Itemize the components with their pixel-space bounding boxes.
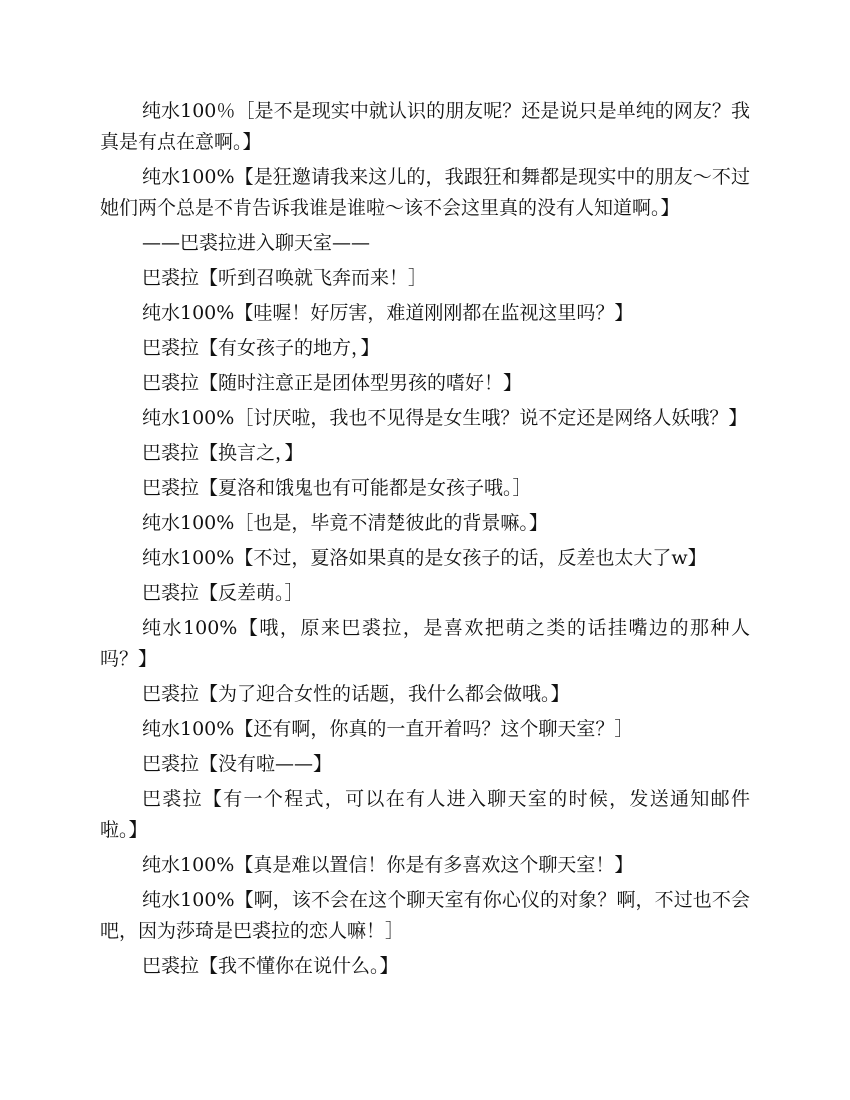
document-page	[100, 96, 750, 986]
paragraph: 巴裘拉【有女孩子的地方，】	[142, 337, 380, 359]
paragraph: 纯水100%【哇喔！好厉害，难道刚刚都在监视这里吗？】	[142, 302, 634, 324]
paragraph: 纯水100%【是狂邀请我来这儿的，我跟狂和舞都是现实中的朋友～不过她们两个总是不肯告诉我谁是谁啦～该不会这里真的没有人知道啊。】	[100, 166, 750, 219]
paragraph: 纯水100%【哦，原来巴裘拉，是喜欢把萌之类的话挂嘴边的那种人吗？】	[100, 617, 750, 670]
paragraph: 巴裘拉【换言之，】	[142, 442, 304, 464]
paragraph: 巴裘拉【听到召唤就飞奔而来！］	[142, 267, 428, 289]
paragraph: 纯水100%［也是，毕竟不清楚彼此的背景嘛。】	[142, 512, 548, 534]
paragraph: 纯水100%【不过，夏洛如果真的是女孩子的话，反差也太大了w】	[142, 547, 707, 569]
paragraph: ——巴裘拉进入聊天室——	[142, 232, 371, 254]
paragraph: 纯水100%【真是难以置信！你是有多喜欢这个聊天室！】	[142, 854, 634, 876]
paragraph: 巴裘拉【随时注意正是团体型男孩的嗜好！】	[142, 372, 523, 394]
paragraph: 巴裘拉【反差萌。］	[142, 582, 304, 604]
paragraph: 纯水100%［讨厌啦，我也不见得是女生哦？说不定还是网络人妖哦？】	[142, 407, 748, 429]
paragraph: 巴裘拉【我不懂你在说什么。】	[142, 955, 399, 977]
paragraph: 巴裘拉【有一个程式，可以在有人进入聊天室的时候，发送通知邮件啦。】	[100, 788, 750, 841]
paragraph: 巴裘拉【为了迎合女性的话题，我什么都会做哦。】	[142, 683, 570, 705]
paragraph: 巴裘拉【夏洛和饿鬼也有可能都是女孩子哦。］	[142, 477, 532, 499]
paragraph: 巴裘拉【没有啦——】	[142, 753, 333, 775]
paragraph: 纯水100％［是不是现实中就认识的朋友呢？还是说只是单纯的网友？我真是有点在意啊。】	[100, 100, 750, 153]
paragraph: 纯水100%【还有啊，你真的一直开着吗？这个聊天室？］	[142, 718, 634, 740]
paragraph: 纯水100%【啊，该不会在这个聊天室有你心仪的对象？啊，不过也不会吧，因为莎琦是巴裘拉的恋人嘛！］	[100, 889, 750, 942]
